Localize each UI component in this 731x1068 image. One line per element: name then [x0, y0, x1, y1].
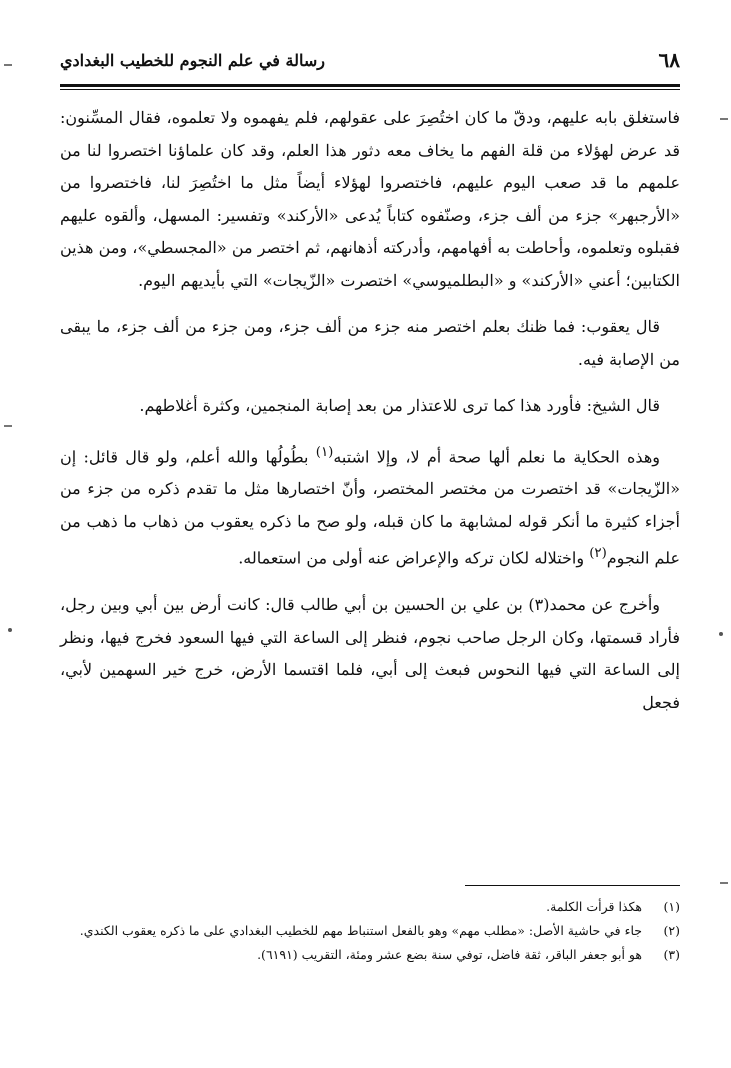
paragraph-text: وهذه الحكاية ما نعلم ألها صحة أم لا، وإلا اشتبه	[333, 446, 660, 466]
paragraph	[60, 437, 680, 576]
main-text	[60, 102, 680, 733]
footnote-separator	[465, 885, 680, 886]
margin-dot	[8, 628, 12, 632]
margin-mark	[4, 425, 12, 427]
paragraph-text: واختلاله لكان تركه والإعراض عنه أولى من استعماله.	[238, 548, 590, 568]
footnote-text: هو أبو جعفر الباقر، ثقة فاضل، توفي سنة بضع عشر ومئة، التقريب (٦١٩١).	[257, 947, 642, 962]
page-number: ٦٨	[658, 48, 680, 72]
footnote	[60, 919, 680, 943]
footnote-ref: (١)	[315, 444, 334, 460]
footnote-number: (١)	[663, 899, 680, 914]
paragraph: فاستغلق بابه عليهم، ودقّ ما كان اختُصِرَ على عقولهم، فلم يفهموه ولا تعلموه، فقال المسِّنون: قد عرض لهؤلاء من قلة الفهم ما يخاف معه دثور هذا العلم، وقد كان علماؤنا اختصروا لنا من علمهم ما قد صعب اليوم عليهم، فاختصروا لهؤلاء أيضاً مثل ما اختُصِرَ لنا، فاختصروا من «الأرجبهر» جزء من ألف جزء، وصنّفوه كتاباً يُدعى «الأركند» وتفسير: المسهل، وألقوه عليهم فقبلوه وتعلموه، وأحاطت به أفهامهم، وأدركته أذهانهم، ثم اختصر من «المجسطي»، ومن هذين الكتابين؛ أعني «الأركند» و «البطلميوسي» اختصرت «الزّيجات» التي بأيديهم اليوم.	[60, 108, 681, 290]
footnote-text: هكذا قرأت الكلمة.	[546, 899, 642, 914]
header-rule	[60, 84, 680, 87]
footnotes	[60, 895, 680, 967]
margin-mark	[4, 64, 12, 66]
margin-dot	[719, 632, 723, 636]
paragraph-text: بطُولُها والله أعلم، ولو قال قائل: إن «الزّيجات» قد اختصرت من مختصر المختصر، وأنّ اختصارها مثل ما تقدم ذكره من جزء من أجزاء كثيرة ما أنكر قوله لمشابهة ما كان قبله، ولو صح ما ذكره يعقوب من ذهاب ما ذهب من علم النجوم	[60, 446, 680, 568]
running-title: رسالة في علم النجوم للخطيب البغدادي	[60, 50, 325, 70]
margin-mark	[720, 118, 728, 120]
paragraph: قال يعقوب: فما ظنك بعلم اختصر منه جزء من ألف جزء، ومن جزء من ألف جزء، ما يبقى من الإصابة فيه.	[60, 317, 680, 369]
page-header	[60, 40, 680, 80]
margin-mark	[720, 882, 728, 884]
book-page	[60, 40, 680, 1040]
footnote-ref: (٢)	[589, 546, 607, 562]
paragraph: وأخرج عن محمد(٣) بن علي بن الحسين بن أبي طالب قال: كانت أرض بين أبي وبين رجل، فأراد قسمتها، وكان الرجل صاحب نجوم، فنظر إلى الساعة التي فيها السعود فخرج فيها، ونظر إلى الساعة التي فيها النحوس فبعث إلى أبي، فلما اقتسما الأرض، خرج خير السهمين لأبي، فجعل	[60, 595, 680, 712]
footnote	[60, 895, 680, 919]
footnote	[60, 943, 680, 967]
footnote-text: جاء في حاشية الأصل: «مطلب مهم» وهو بالفعل استنباط مهم للخطيب البغدادي على ما ذكره يعقوب الكندي.	[79, 923, 642, 938]
footnote-number: (٣)	[663, 947, 680, 962]
paragraph: قال الشيخ: فأورد هذا كما ترى للاعتذار من بعد إصابة المنجمين، وكثرة أغلاطهم.	[139, 396, 660, 415]
footnote-number: (٢)	[663, 923, 680, 938]
